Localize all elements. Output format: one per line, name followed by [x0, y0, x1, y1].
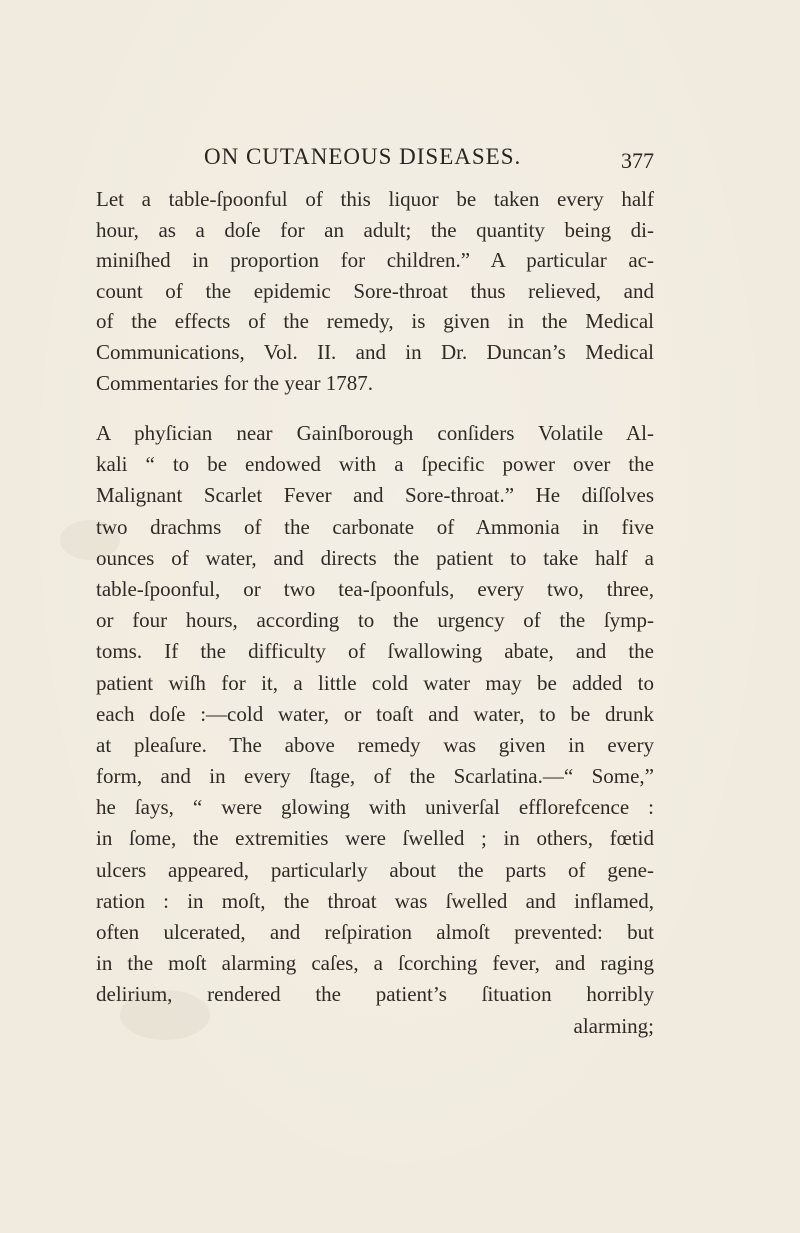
text-line: count of the epidemic Sore-throat thus relieved, and: [96, 278, 654, 303]
paragraph-1: [96, 184, 654, 398]
text-line: ounces of water, and directs the patient to take half a: [96, 545, 654, 570]
text-line: Communications, Vol. II. and in Dr. Duncan’s Medical: [96, 339, 654, 364]
text-line: in ſome, the extremities were ſwelled ; in others, fœtid: [96, 826, 654, 851]
text-line: or four hours, according to the urgency of the ſymp-: [96, 608, 654, 633]
catchword: alarming;: [573, 1013, 654, 1038]
text-line: he ſays, “ were glowing with univerſal efflorefcence :: [96, 795, 654, 820]
text-line: delirium, rendered the patient’s ſituation horribly: [96, 982, 654, 1007]
text-line: often ulcerated, and reſpiration almoſt prevented: but: [96, 920, 654, 944]
running-head: [96, 142, 654, 178]
text-line: of the effects of the remedy, is given in the Medical: [96, 309, 654, 334]
text-line: ulcers appeared, particularly about the parts of gene-: [96, 857, 654, 882]
text-line: each doſe :—cold water, or toaſt and water, to be drunk: [96, 701, 654, 726]
running-title: ON CUTANEOUS DISEASES.: [204, 144, 522, 169]
text-line: Malignant Scarlet Fever and Sore-throat.” He diſſolves: [96, 483, 654, 508]
text-line: two drachms of the carbonate of Ammonia in five: [96, 514, 654, 539]
text-line: Let a table-ſpoonful of this liquor be taken every half: [96, 187, 654, 211]
text-line: table-ſpoonful, or two tea-ſpoonfuls, every two, three,: [96, 576, 654, 601]
text-line: form, and in every ſtage, of the Scarlatina.—“ Some,”: [96, 764, 654, 789]
text-line: toms. If the difficulty of ſwallowing abate, and the: [96, 639, 654, 664]
text-line: miniſhed in proportion for children.” A particular ac-: [96, 248, 654, 273]
text-line: Commentaries for the year 1787.: [96, 370, 373, 395]
text-line: hour, as a doſe for an adult; the quantity being di-: [96, 217, 654, 242]
text-line: at pleaſure. The above remedy was given in every: [96, 732, 654, 757]
text-line: patient wiſh for it, a little cold water may be added to: [96, 670, 654, 695]
paragraph-2: [96, 418, 654, 1042]
text-line: kali “ to be endowed with a ſpecific power over the: [96, 452, 654, 477]
page-number: 377: [621, 148, 654, 173]
text-line: A phyſician near Gainſborough conſiders Volatile Al-: [96, 421, 654, 445]
text-line: in the moſt alarming caſes, a ſcorching fever, and raging: [96, 951, 654, 976]
text-line: ration : in moſt, the throat was ſwelled and inflamed,: [96, 888, 654, 913]
